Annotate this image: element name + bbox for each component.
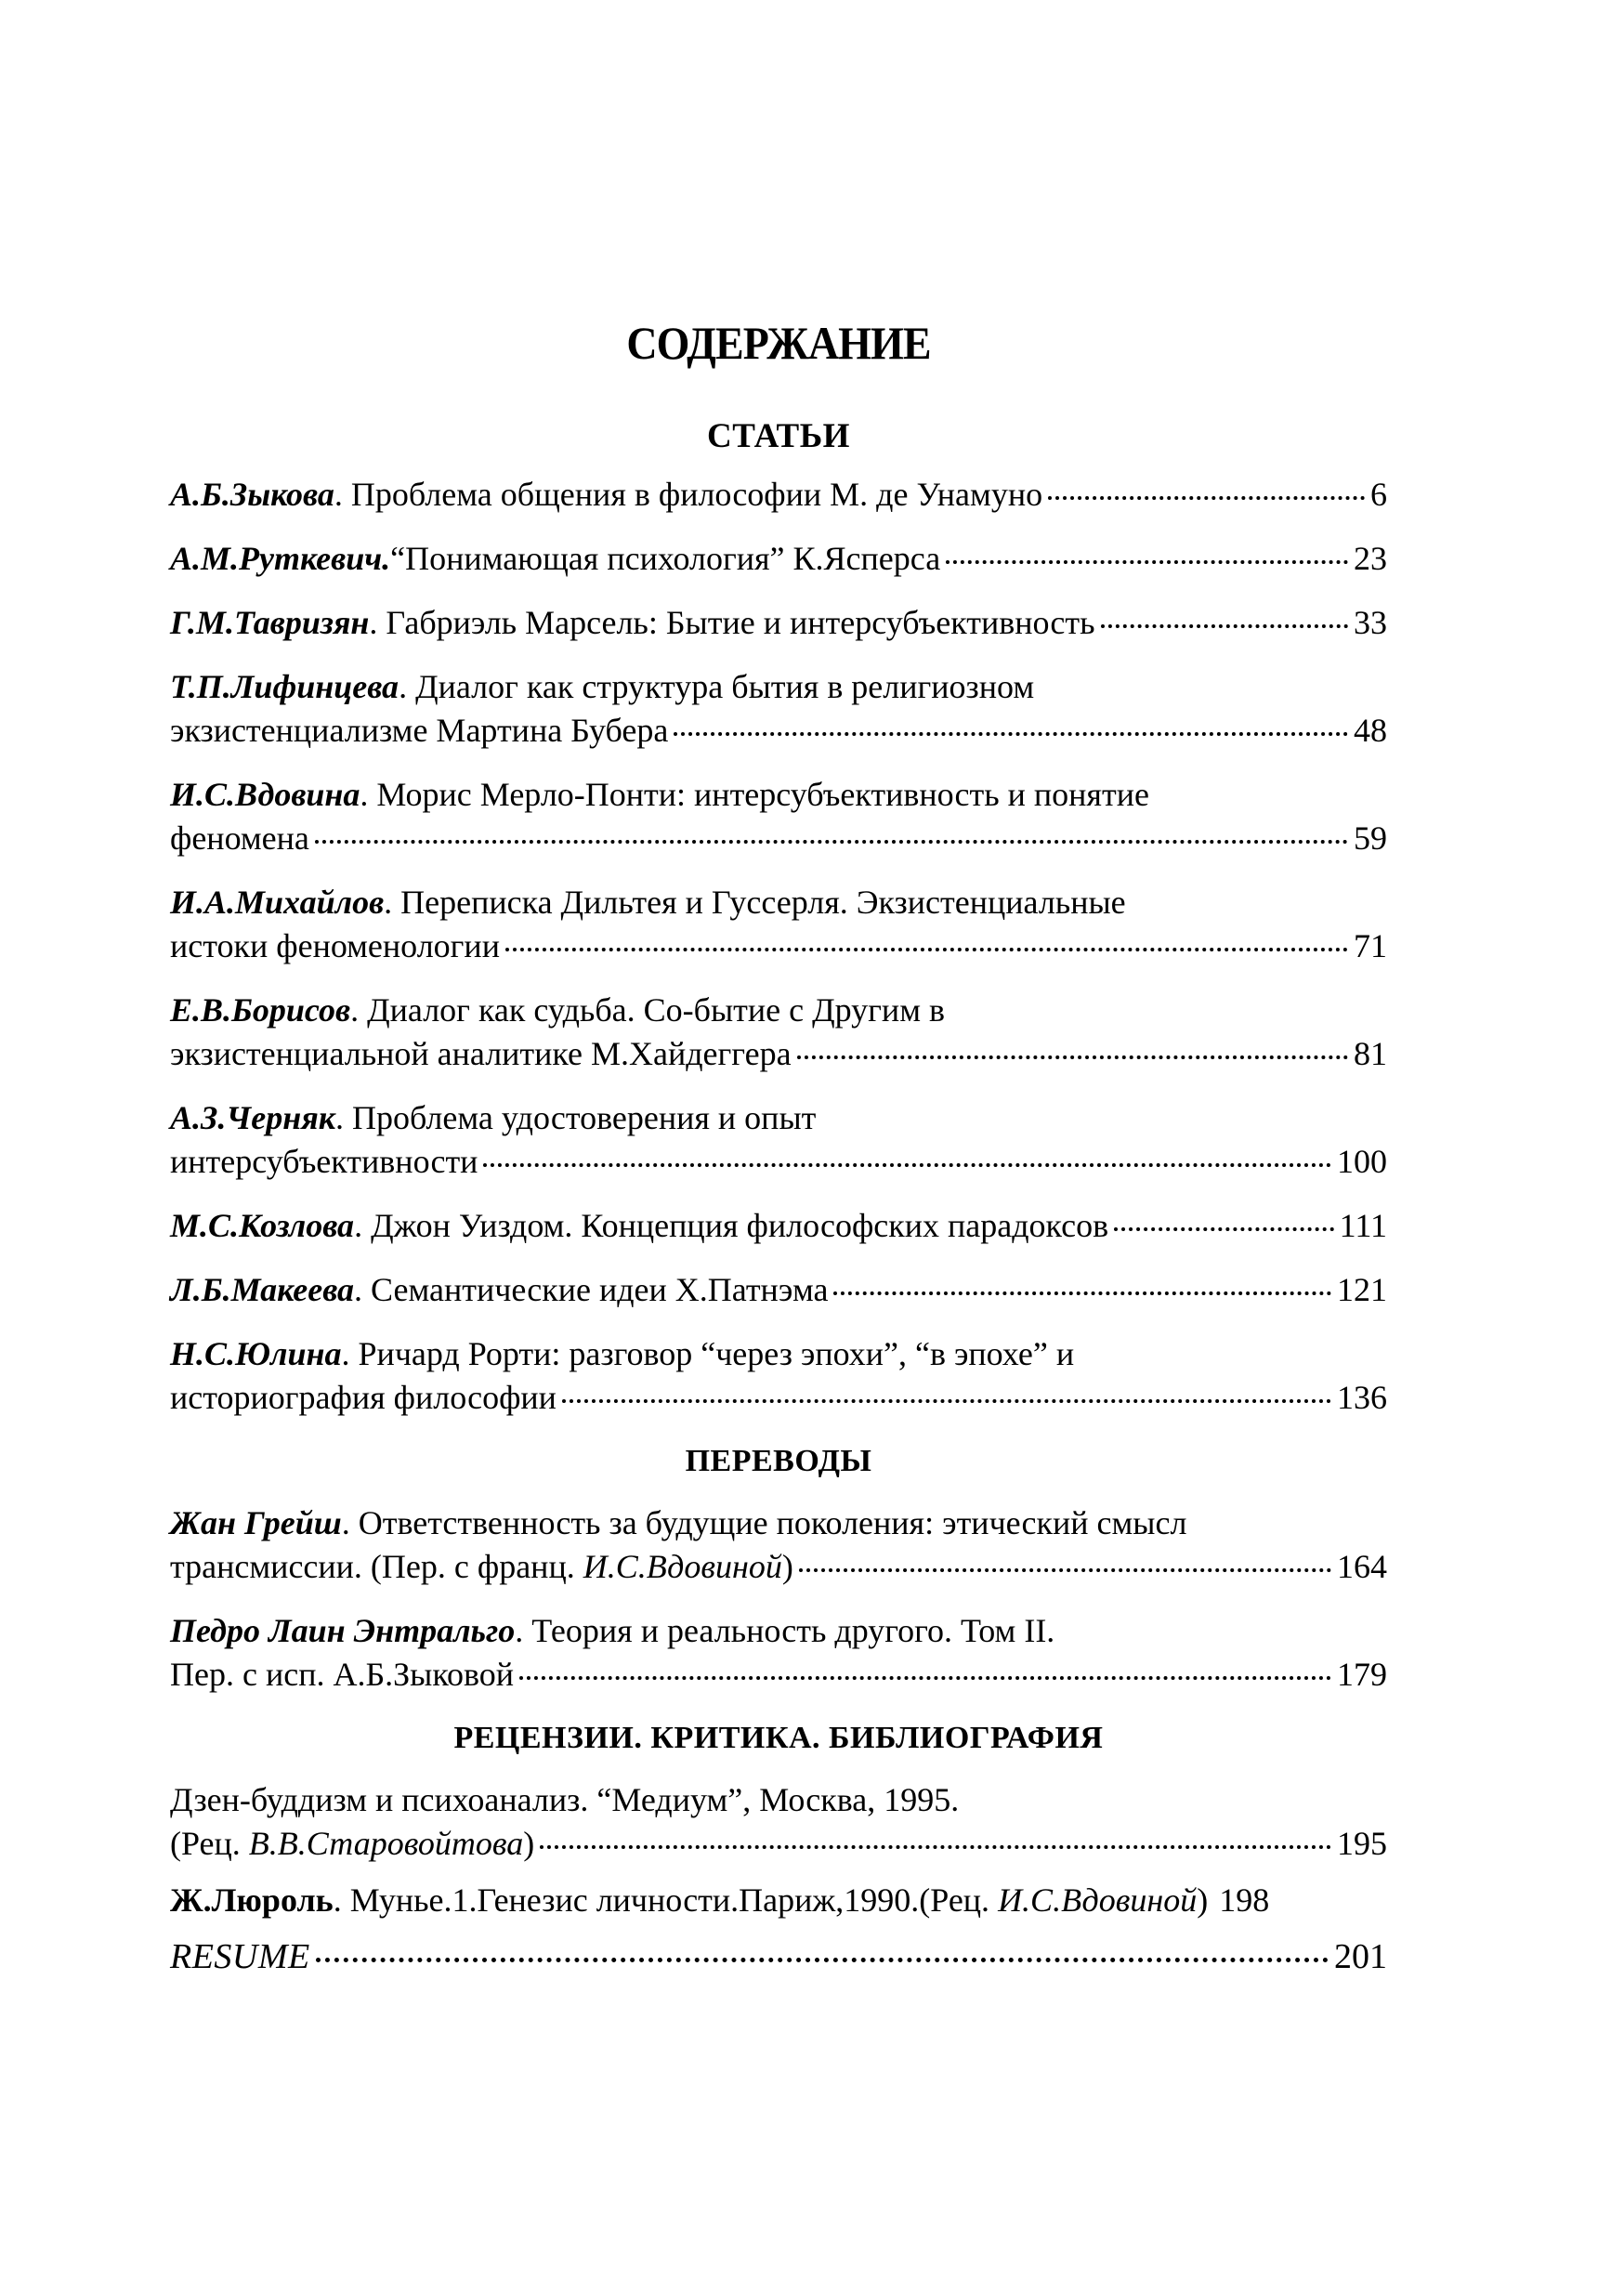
entry-last-line: [170, 1653, 1387, 1697]
page-number: 121: [1337, 1271, 1387, 1308]
dot-leader: [562, 1399, 1331, 1403]
author-name: Жан Грейш: [170, 1504, 342, 1541]
entry-last-line: [170, 1204, 1387, 1248]
entry-title: Габриэль Марсель: Бытие и интерсубъективность: [386, 604, 1095, 641]
entry-last-line: [170, 1140, 1387, 1184]
entry-last-line: [170, 473, 1387, 517]
toc-entry-review: [170, 1879, 1387, 1922]
entry-last-line: [170, 924, 1387, 968]
entry-title-line: [170, 1879, 1208, 1922]
entry-title-line: [170, 601, 1095, 645]
page-number: 195: [1337, 1825, 1387, 1862]
articles-list: [170, 473, 1387, 1420]
dot-leader: [519, 1676, 1331, 1680]
resume-label: RESUME: [170, 1937, 310, 1976]
dot-leader: [315, 840, 1348, 844]
author-name: М.С.Козлова: [170, 1207, 355, 1244]
entry-text: (Рец.: [170, 1825, 249, 1862]
section-title-translations: ПЕРЕВОДЫ: [685, 1444, 872, 1478]
entry-first-line: [170, 1609, 1387, 1653]
entry-last-line: [170, 1935, 1387, 1979]
entry-text: .: [333, 1881, 350, 1919]
page-number: 201: [1334, 1937, 1387, 1976]
entry-title: Переписка Дильтея и Гуссерля. Экзистенциальные: [400, 884, 1126, 921]
entry-title: “Понимающая психология” К.Ясперса: [390, 540, 941, 577]
dot-leader: [833, 1291, 1331, 1295]
entry-title: историография философии: [170, 1379, 557, 1416]
entry-text: .: [360, 776, 377, 813]
table-of-contents: [170, 316, 1387, 1999]
entry-title: Пер. с исп. А.Б.Зыковой: [170, 1656, 515, 1693]
page-number: 111: [1339, 1207, 1387, 1244]
entry-title-line: [170, 1032, 792, 1076]
author-name: Т.П.Лифинцева: [170, 668, 399, 705]
page-number: 6: [1370, 476, 1387, 513]
toc-entry-article: [170, 601, 1387, 645]
toc-entry-resume: [170, 1935, 1387, 1979]
entry-last-line: [170, 709, 1387, 753]
entry-title-line: [170, 1545, 793, 1589]
entry-text: .: [354, 1207, 372, 1244]
reviewer-name: В.В.Старовойтова: [248, 1825, 524, 1862]
author-name: А.З.Черняк: [170, 1099, 336, 1136]
entry-last-line: [170, 1545, 1387, 1589]
dot-leader: [797, 1055, 1348, 1059]
entry-first-line: [170, 773, 1387, 817]
entry-title-line: [170, 537, 940, 581]
entry-title-line: [170, 1204, 1108, 1248]
entry-title: Морис Мерло-Понти: интерсубъективность и понятие: [376, 776, 1149, 813]
page-number: 48: [1354, 712, 1387, 749]
dot-leader: [1114, 1227, 1334, 1231]
page-number: 100: [1337, 1143, 1387, 1180]
entry-text: .: [341, 1504, 359, 1541]
author-name: И.С.Вдовина: [170, 776, 360, 813]
author-name: Е.В.Борисов: [170, 991, 351, 1029]
entry-first-line: [170, 1501, 1387, 1545]
entry-text: ): [781, 1548, 793, 1585]
entry-text: ): [523, 1825, 535, 1862]
dot-leader: [316, 1958, 1329, 1962]
entry-last-line: [170, 1376, 1387, 1420]
entry-title-line: [170, 1822, 534, 1866]
entry-last-line: [170, 817, 1387, 860]
page-number: 33: [1354, 604, 1387, 641]
toc-entry-article: [170, 989, 1387, 1076]
entry-first-line: [170, 989, 1387, 1032]
entry-text: ): [1197, 1881, 1209, 1919]
entry-title-line: Дзен-буддизм и психоанализ. “Медиум”, Москва, 1995.: [170, 1781, 960, 1818]
author-name: А.Б.Зыкова: [170, 476, 334, 513]
page-number: 164: [1337, 1548, 1387, 1585]
entry-text: .: [369, 604, 386, 641]
entry-title: экзистенциальной аналитике М.Хайдеггера: [170, 1035, 792, 1072]
toc-entry-article: [170, 1332, 1387, 1420]
page-number: 179: [1337, 1656, 1387, 1693]
author-name: А.М.Руткевич.: [170, 540, 391, 577]
entry-title: Диалог как структура бытия в религиозном: [415, 668, 1035, 705]
entry-title-line: [170, 1140, 478, 1184]
author-name: Н.С.Юлина: [170, 1335, 342, 1372]
entry-text: .: [334, 476, 351, 513]
entry-title-line: [170, 817, 309, 860]
entry-last-line: [170, 1822, 1387, 1866]
entry-title: Джон Уиздом. Концепция философских парадоксов: [371, 1207, 1109, 1244]
page-number: 198: [1219, 1881, 1270, 1919]
entry-title: Проблема удостоверения и опыт: [352, 1099, 817, 1136]
entry-title: истоки феноменологии: [170, 927, 500, 964]
page-number: 59: [1354, 819, 1387, 857]
page-number: 71: [1354, 927, 1387, 964]
entry-title: интерсубъективности: [170, 1143, 478, 1180]
entry-last-line: [170, 537, 1387, 581]
toc-entry-translation: [170, 1609, 1387, 1697]
dot-leader: [1101, 624, 1348, 628]
reviews-list: [170, 1778, 1387, 1979]
toc-entry-article: [170, 473, 1387, 517]
author-name: Л.Б.Макеева: [170, 1271, 355, 1308]
toc-entry-article: [170, 665, 1387, 753]
dot-leader: [540, 1845, 1331, 1849]
section-title-reviews: РЕЦЕНЗИИ. КРИТИКА. БИБЛИОГРАФИЯ: [453, 1721, 1104, 1755]
page-number: 23: [1354, 540, 1387, 577]
entry-first-line: [170, 1096, 1387, 1140]
toc-entry-article: [170, 1096, 1387, 1184]
entry-last-line: [170, 1879, 1387, 1922]
author-name: Ж.Люроль: [170, 1881, 334, 1919]
dot-leader: [799, 1568, 1331, 1572]
entry-last-line: [170, 601, 1387, 645]
author-name: И.А.Михайлов: [170, 884, 385, 921]
entry-title: Ричард Рорти: разговор “через эпохи”, “в эпохе” и: [358, 1335, 1075, 1372]
entry-last-line: [170, 1268, 1387, 1312]
entry-title: Диалог как судьба. Со-бытие с Другим в: [367, 991, 945, 1029]
entry-title-line: [170, 924, 500, 968]
entry-text: .: [354, 1271, 372, 1308]
entry-text: .: [341, 1335, 359, 1372]
entry-title: трансмиссии. (Пер. с франц.: [170, 1548, 583, 1585]
entry-text: .: [515, 1612, 532, 1649]
entry-first-line: [170, 665, 1387, 709]
entry-text: .: [335, 1099, 353, 1136]
entry-first-line: [170, 1332, 1387, 1376]
entry-text: Мунье.1.Генезис личности.Париж,1990.(Рец.: [349, 1881, 999, 1919]
entry-title: Семантические идеи Х.Патнэма: [371, 1271, 829, 1308]
author-name: Педро Лаин Энтральго: [170, 1612, 516, 1649]
entry-title-line: [170, 473, 1042, 517]
dot-leader: [946, 560, 1348, 564]
entry-title-line: [170, 1376, 557, 1420]
entry-text: .: [384, 884, 401, 921]
toc-entry-article: [170, 881, 1387, 968]
entry-title: феномена: [170, 819, 309, 857]
entry-title-line: [170, 709, 668, 753]
page-title: СОДЕРЖАНИЕ: [626, 317, 931, 369]
section-title-articles: СТАТЬИ: [707, 417, 850, 455]
page-number: 136: [1337, 1379, 1387, 1416]
dot-leader: [505, 948, 1348, 951]
translations-list: [170, 1501, 1387, 1697]
author-name: Г.М.Тавризян: [170, 604, 370, 641]
dot-leader: [674, 732, 1348, 736]
entry-title-line: [170, 1653, 514, 1697]
entry-text: .: [350, 991, 368, 1029]
translator-name: И.С.Вдовиной: [583, 1548, 782, 1585]
toc-entry-article: [170, 773, 1387, 860]
toc-entry-article: [170, 1268, 1387, 1312]
entry-last-line: [170, 1032, 1387, 1076]
dot-leader: [483, 1163, 1331, 1167]
page-number: 81: [1354, 1035, 1387, 1072]
reviewer-name: И.С.Вдовиной: [998, 1881, 1198, 1919]
entry-title: Проблема общения в философии М. де Унамуно: [350, 476, 1043, 513]
entry-title: экзистенциализме Мартина Бубера: [170, 712, 669, 749]
toc-entry-article: [170, 537, 1387, 581]
toc-entry-translation: [170, 1501, 1387, 1589]
dot-leader: [1048, 496, 1365, 500]
toc-entry-article: [170, 1204, 1387, 1248]
entry-title: Теория и реальность другого. Том II.: [531, 1612, 1055, 1649]
toc-entry-review: [170, 1778, 1387, 1866]
entry-first-line: [170, 881, 1387, 924]
entry-title: Ответственность за будущие поколения: этический смысл: [358, 1504, 1187, 1541]
entry-text: .: [399, 668, 416, 705]
entry-title-line: [170, 1268, 828, 1312]
